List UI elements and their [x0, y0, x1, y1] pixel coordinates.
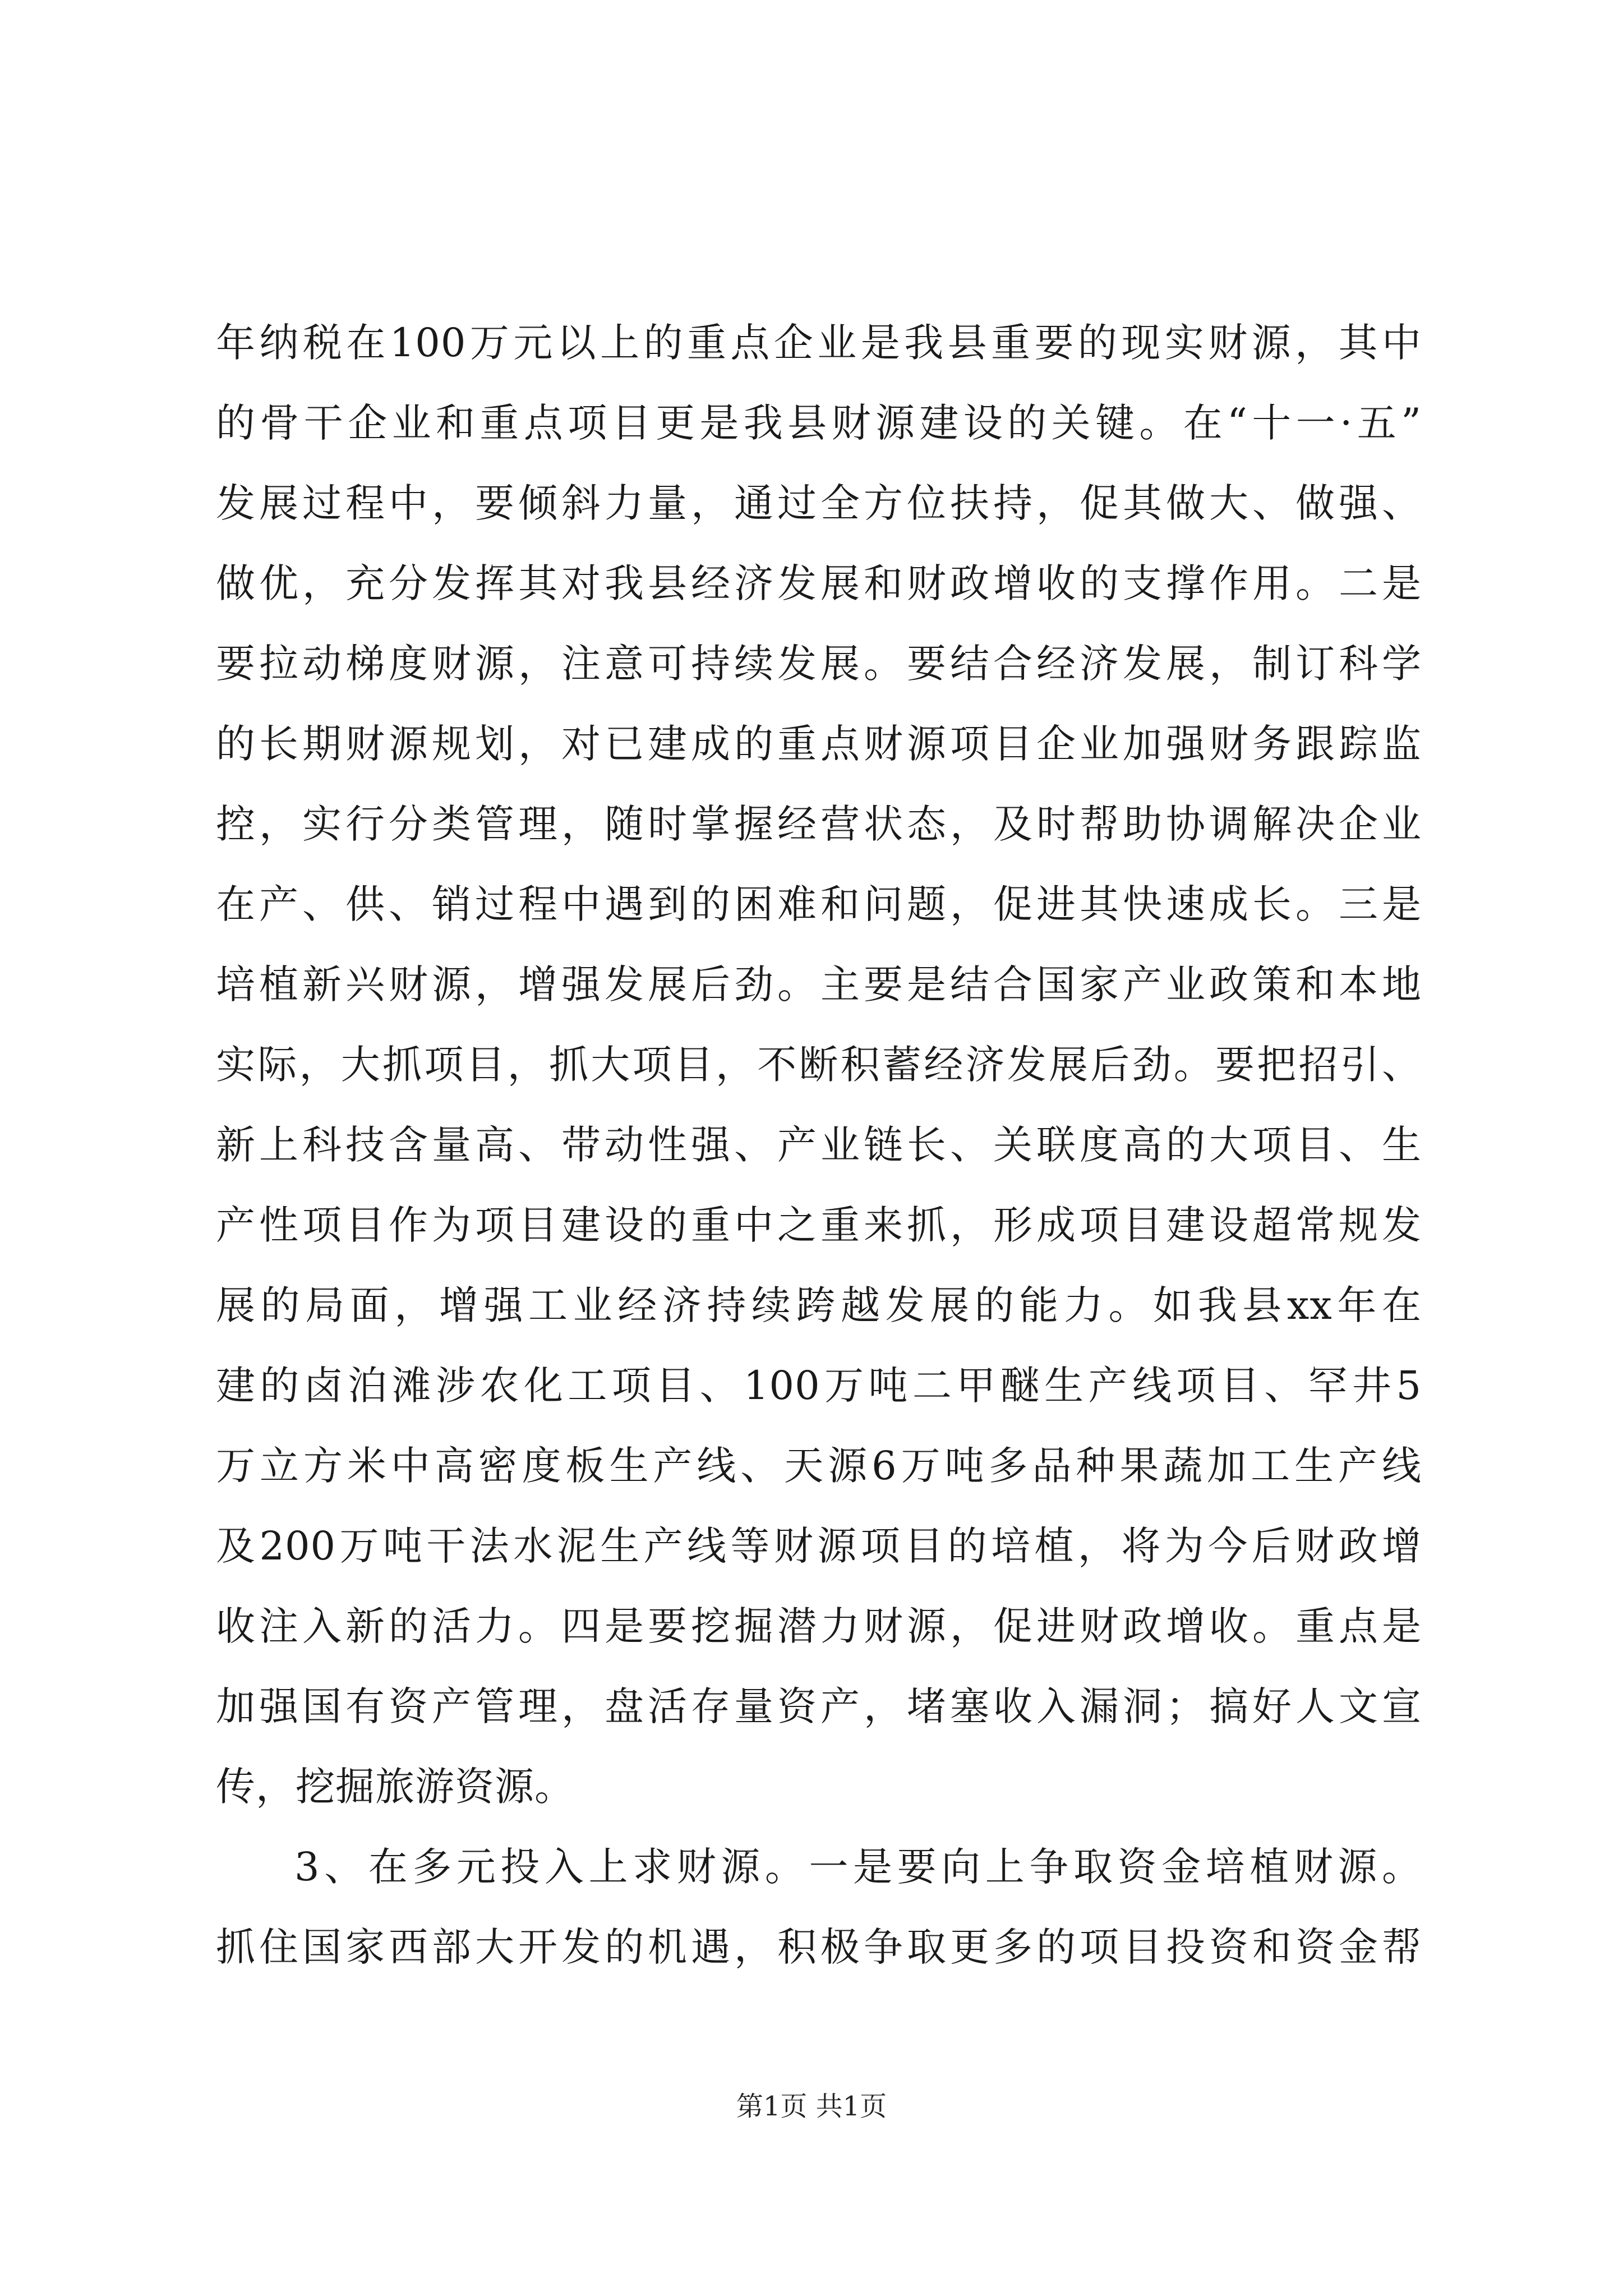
- text-line: 实际，大抓项目，抓大项目，不断积蓄经济发展后劲。要把招引、: [216, 1042, 1422, 1088]
- text-line: 建的卤泊滩涉农化工项目、100万吨二甲醚生产线项目、罕井5: [216, 1363, 1422, 1409]
- text-line: 发展过程中，要倾斜力量，通过全方位扶持，促其做大、做强、: [216, 480, 1422, 526]
- text-line: 培植新兴财源，增强发展后劲。主要是结合国家产业政策和本地: [216, 961, 1422, 1007]
- text-line: 收注入新的活力。四是要挖掘潜力财源，促进财政增收。重点是: [216, 1603, 1422, 1649]
- text-line: 及200万吨干法水泥生产线等财源项目的培植，将为今后财政增: [216, 1523, 1422, 1569]
- text-line: 产性项目作为项目建设的重中之重来抓，形成项目建设超常规发: [216, 1202, 1422, 1248]
- text-line: 展的局面，增强工业经济持续跨越发展的能力。如我县xx年在: [216, 1282, 1422, 1328]
- text-line: 的长期财源规划，对已建成的重点财源项目企业加强财务跟踪监: [216, 721, 1422, 767]
- text-line: 的骨干企业和重点项目更是我县财源建设的关键。在“十一·五”: [216, 400, 1422, 446]
- text-line: 控，实行分类管理，随时掌握经营状态，及时帮助协调解决企业: [216, 801, 1422, 847]
- page-footer: 第1页 共1页: [736, 2091, 887, 2122]
- text-line: 3、在多元投入上求财源。一是要向上争取资金培植财源。: [294, 1844, 1422, 1890]
- text-line: 加强国有资产管理，盘活存量资产，堵塞收入漏洞；搞好人文宣: [216, 1683, 1422, 1729]
- document-body: [216, 303, 1422, 1987]
- text-line: 抓住国家西部大开发的机遇，积极争取更多的项目投资和资金帮: [216, 1924, 1422, 1970]
- text-line: 做优，充分发挥其对我县经济发展和财政增收的支撑作用。二是: [216, 560, 1422, 606]
- text-line: 要拉动梯度财源，注意可持续发展。要结合经济发展，制订科学: [216, 641, 1422, 687]
- text-line: 在产、供、销过程中遇到的困难和问题，促进其快速成长。三是: [216, 881, 1422, 927]
- text-line: 年纳税在100万元以上的重点企业是我县重要的现实财源，其中: [216, 320, 1422, 366]
- text-line: 万立方米中高密度板生产线、天源6万吨多品种果蔬加工生产线: [216, 1443, 1422, 1489]
- text-line: 传，挖掘旅游资源。: [216, 1764, 574, 1810]
- text-line: 新上科技含量高、带动性强、产业链长、关联度高的大项目、生: [216, 1122, 1422, 1168]
